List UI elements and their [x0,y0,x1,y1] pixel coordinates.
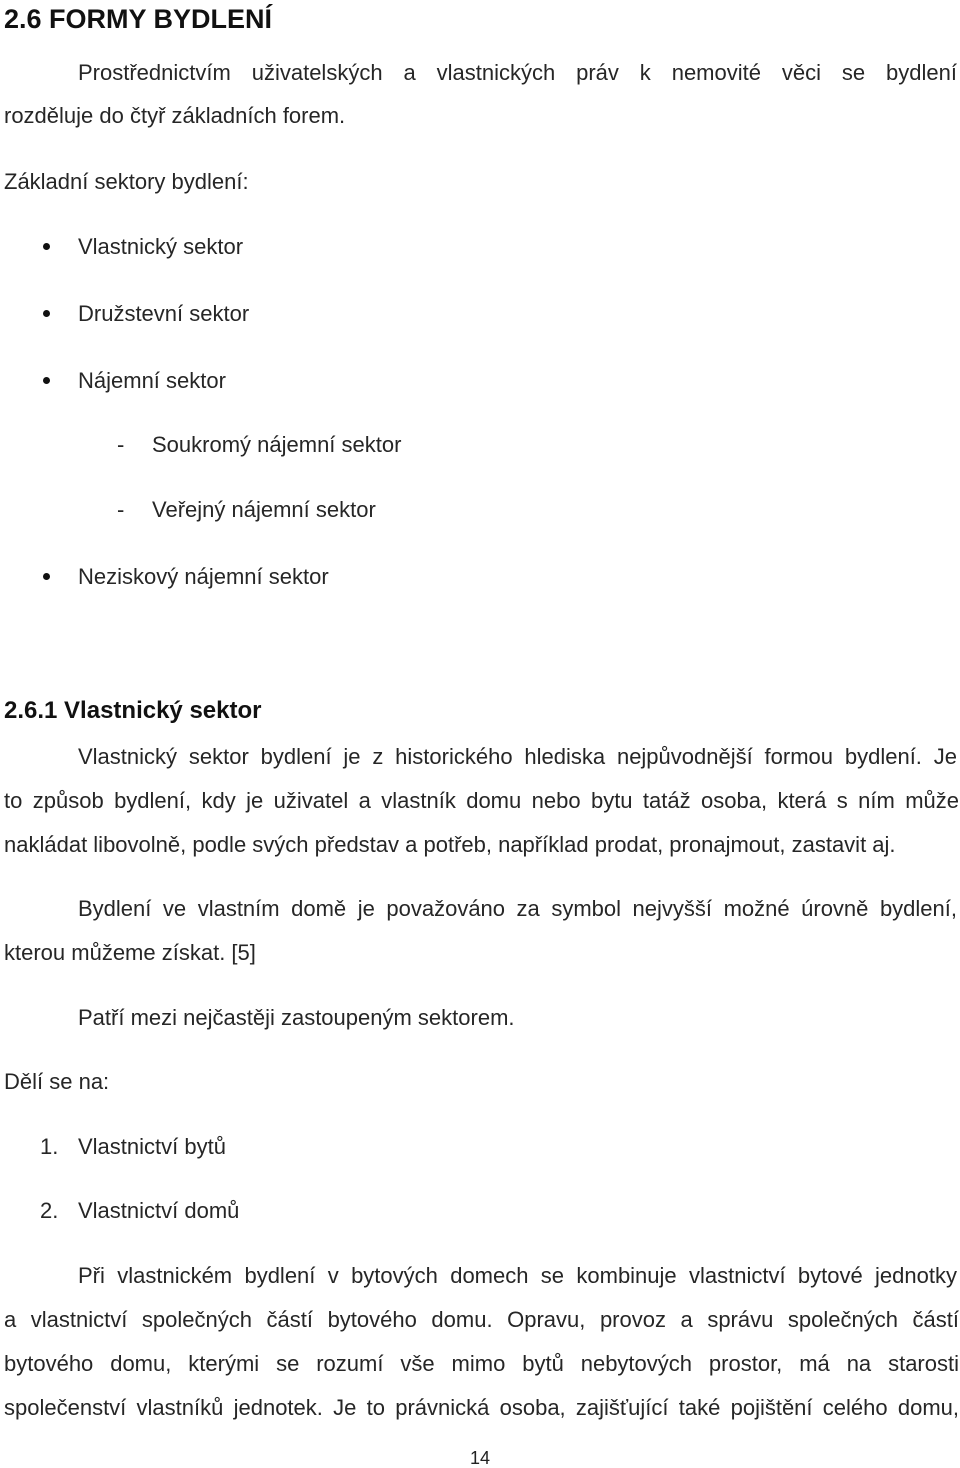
list-item-houses: Vlastnictví domů [78,1198,240,1223]
paragraph-4-line-2: a vlastnictví společných částí bytového domu. Opravu, provoz a správu společných částí [4,1307,959,1332]
list-item-apartments: Vlastnictví bytů [78,1134,226,1159]
sectors-label: Základní sektory bydlení: [4,169,249,194]
page-number: 14 [470,1448,491,1468]
list-number: 1. [40,1134,59,1159]
intro-paragraph-line-1: Prostřednictvím uživatelských a vlastnických práv k nemovité věci se bydlení [78,60,957,85]
dash-marker: - [117,432,125,457]
subsector-item-private: Soukromý nájemní sektor [152,432,402,457]
paragraph-4-line-3: bytového domu, kterými se rozumí vše mimo bytů nebytových prostor, má na starosti [4,1351,959,1376]
dash-marker: - [117,497,125,522]
bullet-icon [43,243,50,250]
paragraph-2-line-1: Bydlení ve vlastním domě je považováno za symbol nejvyšší možné úrovně bydlení, [78,896,957,921]
paragraph-4-line-4: společenství vlastníků jednotek. Je to právnická osoba, zajišťující také pojištění celého domu, [4,1395,959,1420]
list-number: 2. [40,1198,59,1223]
bullet-icon [43,377,50,384]
sector-item-cooperative: Družstevní sektor [78,301,250,326]
paragraph-1-line-3: nakládat libovolně, podle svých představ a potřeb, například prodat, pronajmout, zastavit aj. [4,832,896,857]
divides-label: Dělí se na: [4,1069,110,1094]
sector-item-rental: Nájemní sektor [78,368,226,393]
paragraph-4-line-1: Při vlastnickém bydlení v bytových domech se kombinuje vlastnictví bytové jednotky [78,1263,957,1288]
sector-item-ownership: Vlastnický sektor [78,234,244,259]
subsector-item-public: Veřejný nájemní sektor [152,497,376,522]
intro-paragraph-line-2: rozděluje do čtyř základních forem. [4,103,346,128]
paragraph-3: Patří mezi nejčastěji zastoupeným sektorem. [78,1005,515,1030]
subsection-heading: 2.6.1 Vlastnický sektor [4,697,262,724]
bullet-icon [43,573,50,580]
bullet-icon [43,310,50,317]
paragraph-1-line-1: Vlastnický sektor bydlení je z historického hlediska nejpůvodnější formou bydlení. Je [78,744,957,769]
paragraph-2-line-2: kterou můžeme získat. [5] [4,940,256,965]
section-heading: 2.6 FORMY BYDLENÍ [4,4,273,34]
sector-item-nonprofit: Neziskový nájemní sektor [78,564,329,589]
paragraph-1-line-2: to způsob bydlení, kdy je uživatel a vlastník domu nebo bytu tatáž osoba, která s ním může [4,788,959,813]
